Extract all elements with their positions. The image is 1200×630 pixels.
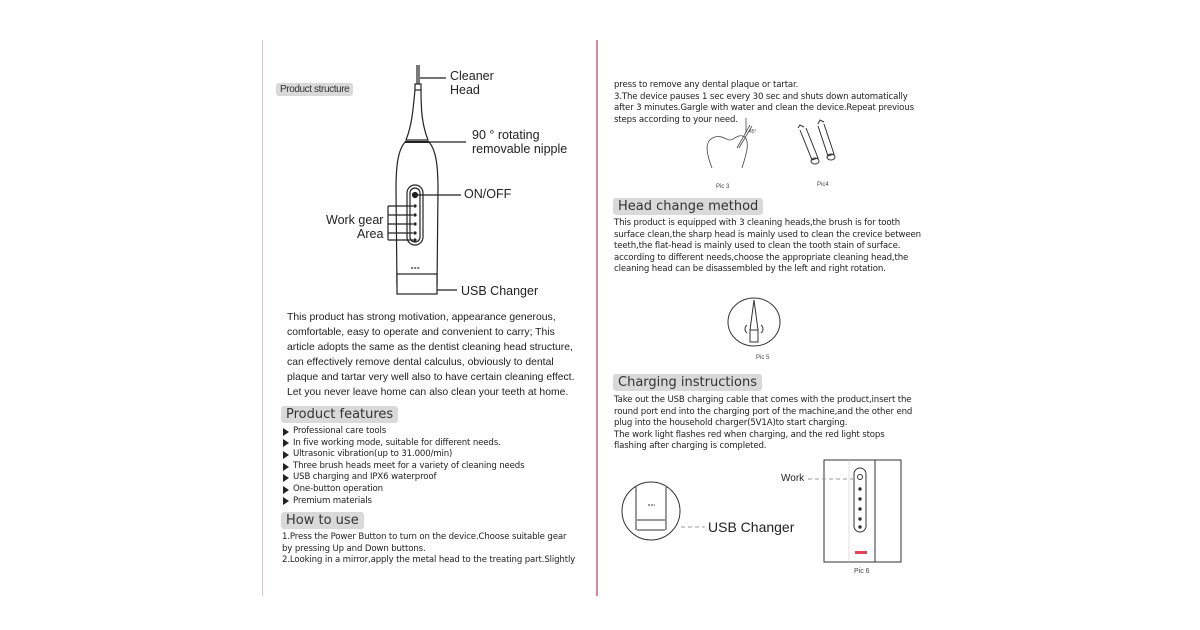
feature-item: Ultrasonic vibration(up to 31.000/min) — [283, 449, 524, 461]
cleaner-head-label-2: Head — [450, 83, 480, 97]
pic6-work-label: Work — [781, 473, 805, 484]
feature-item: In five working mode, suitable for different needs. — [283, 438, 524, 450]
usb-changer-label: USB Changer — [461, 284, 539, 298]
charging-line: Take out the USB charging cable that comes with the product,insert the — [614, 395, 912, 405]
feature-item: Three brush heads meet for a variety of cleaning needs — [283, 461, 524, 473]
feature-item: Professional care tools — [283, 426, 524, 438]
feature-item: One-button operation — [283, 484, 524, 496]
on-off-label: ON/OFF — [464, 187, 512, 201]
description-line: This product has strong motivation, appearance generous, — [287, 312, 556, 323]
pic3-caption: Pic 3 — [716, 184, 730, 190]
head-change-line: cleaning head can be disassembled by the left and right rotation. — [614, 264, 886, 274]
how-to-use-line: press to remove any dental plaque or tartar. — [614, 80, 799, 90]
feature-item: Premium materials — [283, 496, 524, 508]
description-line: plaque and tartar very well also to have certain cleaning effect. — [287, 372, 575, 383]
pic4-caption: Pic4 — [817, 182, 829, 188]
red-charging-indicator — [855, 551, 867, 554]
how-to-use-line: 2.Looking in a mirror,apply the metal head to the treating part.Slightly — [282, 555, 576, 565]
cleaner-head-label: Cleaner — [450, 69, 494, 83]
description-line: Let you never leave home can also clean your teeth at home. — [287, 387, 569, 398]
work-gear-label: Work gear — [326, 213, 384, 227]
how-to-use-heading: How to use — [281, 512, 364, 529]
how-to-use-line: steps according to your need. — [614, 114, 738, 125]
pic6-caption: Pic 6 — [854, 568, 870, 575]
charging-line: The work light flashes red when charging, and the red light stops — [614, 429, 885, 440]
charging-line: round port end into the charging port of the machine,and the other end — [614, 406, 913, 417]
head-change-line: according to different needs,choose the appropriate cleaning head,the — [614, 252, 909, 263]
how-to-use-line: by pressing Up and Down buttons. — [282, 543, 426, 554]
rotating-nipple-label-2: removable nipple — [472, 142, 568, 156]
how-to-use-line: 1.Press the Power Button to turn on the device.Choose suitable gear — [282, 532, 567, 542]
pic6-usb-changer-label: USB Changer — [708, 519, 795, 535]
pic5-caption: Pic 5 — [756, 355, 770, 361]
head-change-line: surface clean,the sharp head is mainly used to clean the crevice between — [614, 229, 921, 240]
charging-heading: Charging instructions — [613, 374, 762, 391]
product-structure-heading: Product structure — [276, 83, 353, 96]
work-gear-area-label: Area — [357, 227, 384, 241]
charging-line: plug into the household charger(5V1A)to start charging. — [614, 418, 848, 428]
description-line: comfortable, easy to operate and convenient to carry; This — [287, 327, 555, 338]
head-change-line: teeth,the flat-head is mainly used to clean the tooth stain of surface. — [614, 241, 901, 251]
description-line: can effectively remove dental calculus, obviously to dental — [287, 357, 554, 368]
rotating-nipple-label: 90 ° rotating — [472, 128, 540, 142]
description-line: article adopts the same as the dentist cleaning head structure, — [287, 342, 573, 353]
head-change-line: This product is equipped with 3 cleaning heads,the brush is for tooth — [614, 218, 901, 228]
how-to-use-line: 3.The device pauses 1 sec every 30 sec and shuts down automatically — [614, 91, 908, 102]
head-change-heading: Head change method — [613, 198, 763, 215]
pic3-angle-label: 45° — [749, 129, 757, 135]
charging-line: flashing after charging is completed. — [614, 441, 767, 451]
feature-item: USB charging and IPX6 waterproof — [283, 472, 524, 484]
how-to-use-line: after 3 minutes.Gargle with water and clean the device.Repeat previous — [614, 103, 914, 113]
product-features-heading: Product features — [281, 406, 398, 423]
